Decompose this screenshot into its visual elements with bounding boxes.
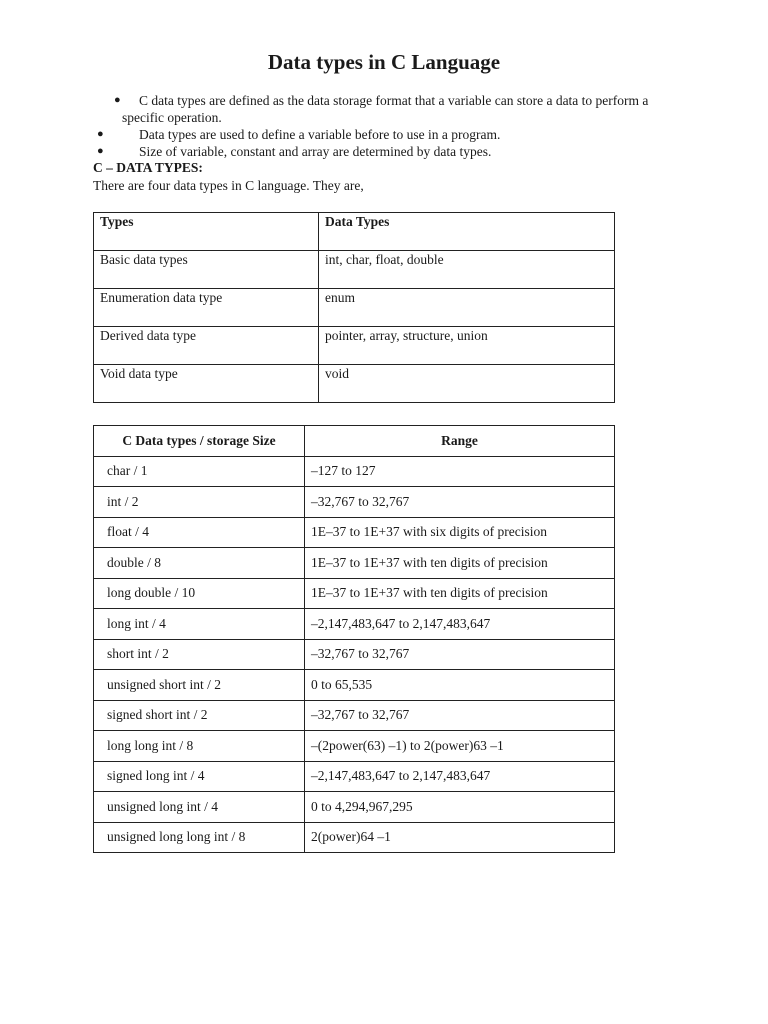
- row-label-cell: char / 1: [94, 456, 305, 487]
- row-value-cell: 1E–37 to 1E+37 with ten digits of precision: [305, 578, 615, 609]
- row-value-cell: –2,147,483,647 to 2,147,483,647: [305, 761, 615, 792]
- table-row: [94, 365, 615, 403]
- row-label-cell: long double / 10: [94, 578, 305, 609]
- table-row: [94, 761, 615, 792]
- table-row: [94, 456, 615, 487]
- row-label-cell: Enumeration data type: [94, 289, 319, 327]
- row-value-cell: enum: [319, 289, 615, 327]
- row-label-cell: Derived data type: [94, 327, 319, 365]
- storage-range-table: [93, 425, 615, 853]
- bullet-text: Data types are used to define a variable before to use in a program.: [139, 127, 501, 142]
- row-label-cell: double / 8: [94, 548, 305, 579]
- table-row: [94, 670, 615, 701]
- row-label-cell: unsigned long long int / 8: [94, 822, 305, 853]
- table-row: [94, 289, 615, 327]
- table-header-row: [94, 213, 615, 251]
- column-header: Data Types: [319, 213, 615, 251]
- page-title: Data types in C Language: [267, 50, 501, 74]
- bullet-item: [93, 143, 683, 160]
- row-value-cell: 0 to 4,294,967,295: [305, 792, 615, 823]
- row-value-cell: –2,147,483,647 to 2,147,483,647: [305, 609, 615, 640]
- row-value-cell: –32,767 to 32,767: [305, 700, 615, 731]
- row-value-cell: 1E–37 to 1E+37 with ten digits of precision: [305, 548, 615, 579]
- table-row: [94, 822, 615, 853]
- bullet-item: [93, 92, 683, 126]
- row-label-cell: unsigned long int / 4: [94, 792, 305, 823]
- row-value-cell: 1E–37 to 1E+37 with six digits of precision: [305, 517, 615, 548]
- row-label-cell: int / 2: [94, 487, 305, 518]
- row-label-cell: Void data type: [94, 365, 319, 403]
- row-value-cell: 0 to 65,535: [305, 670, 615, 701]
- table-row: [94, 578, 615, 609]
- table-row: [94, 251, 615, 289]
- table-row: [94, 548, 615, 579]
- data-types-table: [93, 212, 615, 403]
- bullet-text: Size of variable, constant and array are determined by data types.: [139, 144, 492, 159]
- bullet-icon: ●: [97, 128, 104, 140]
- table-row: [94, 517, 615, 548]
- bullet-icon: ●: [97, 145, 104, 157]
- row-value-cell: –127 to 127: [305, 456, 615, 487]
- row-value-cell: –32,767 to 32,767: [305, 487, 615, 518]
- row-value-cell: 2(power)64 –1: [305, 822, 615, 853]
- row-label-cell: signed long int / 4: [94, 761, 305, 792]
- table-row: [94, 700, 615, 731]
- row-label-cell: unsigned short int / 2: [94, 670, 305, 701]
- intro-bullet-list: [93, 92, 683, 160]
- row-value-cell: pointer, array, structure, union: [319, 327, 615, 365]
- column-header: Range: [305, 426, 615, 457]
- row-label-cell: signed short int / 2: [94, 700, 305, 731]
- table-row: [94, 731, 615, 762]
- table-row: [94, 792, 615, 823]
- column-header: Types: [94, 213, 319, 251]
- table-row: [94, 327, 615, 365]
- row-value-cell: void: [319, 365, 615, 403]
- section-heading: C – DATA TYPES:: [93, 160, 203, 175]
- row-label-cell: long int / 4: [94, 609, 305, 640]
- row-label-cell: float / 4: [94, 517, 305, 548]
- table-row: [94, 609, 615, 640]
- row-value-cell: –32,767 to 32,767: [305, 639, 615, 670]
- bullet-item: [93, 126, 683, 143]
- row-value-cell: int, char, float, double: [319, 251, 615, 289]
- bullet-text: C data types are defined as the data storage format that a variable can store a data to perform a specific operation.: [122, 93, 649, 125]
- table-header-row: [94, 426, 615, 457]
- column-header: C Data types / storage Size: [94, 426, 305, 457]
- bullet-icon: ●: [114, 94, 121, 106]
- row-label-cell: long long int / 8: [94, 731, 305, 762]
- table-row: [94, 487, 615, 518]
- table-row: [94, 639, 615, 670]
- row-label-cell: Basic data types: [94, 251, 319, 289]
- row-label-cell: short int / 2: [94, 639, 305, 670]
- intro-text: There are four data types in C language. They are,: [93, 178, 364, 193]
- row-value-cell: –(2power(63) –1) to 2(power)63 –1: [305, 731, 615, 762]
